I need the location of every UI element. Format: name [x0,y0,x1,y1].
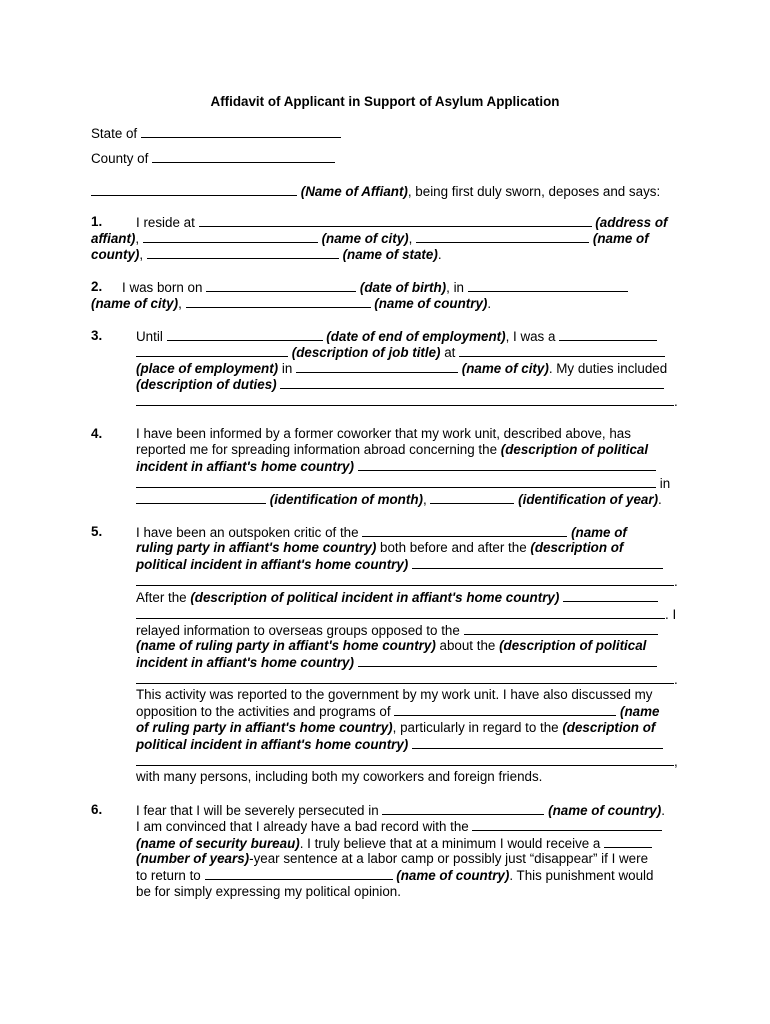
fear-text: I fear that I will be severely persecuted in [136,803,379,818]
p4-number: 4. [91,426,103,441]
period: . [674,394,678,409]
p5-line16: with many persons, including both my coworkers and foreign friends. [136,769,543,784]
intro-line [91,183,660,200]
p6-line6: be for simply expressing my political opinion. [136,884,401,899]
until-text: Until [136,329,163,344]
p5-line4 [136,573,678,590]
years-label: (number of years) [136,851,250,866]
end-date-blank[interactable] [167,328,323,341]
county-word-label: county) [91,247,140,262]
duties-text: . My duties included [548,361,668,376]
p2-number: 2. [91,279,103,294]
country-label: (name of country) [548,803,662,818]
p5-number: 5. [91,524,103,539]
comma: , [408,231,413,246]
incident-blank-4[interactable] [136,671,674,684]
believe-text: . I truly believe that at a minimum I would receive a [299,836,601,851]
duties-blank[interactable] [280,376,664,389]
p6-line3 [136,835,652,852]
county-label: County of [91,151,149,166]
after-the-text: After the [136,590,191,605]
p4-line2 [136,442,648,458]
p2-line2 [91,295,491,312]
incident-blank-2[interactable] [136,573,674,586]
incident-label: incident in affiant's home country) [136,459,354,474]
punishment-text: . This punishment would [509,868,654,883]
opposition-text: opposition to the activities and programs of [136,704,391,719]
year-label: (identification of year) [518,492,659,507]
p6-line1 [136,802,665,819]
p1-line2 [91,230,649,247]
employment-city-blank[interactable] [296,360,458,373]
p5-line14 [136,736,663,753]
p3-line4 [136,376,664,393]
birth-country-blank[interactable] [186,295,371,308]
incident-blank[interactable] [412,556,663,569]
p5-line5 [136,589,658,606]
address-of-label: (address of [595,215,668,230]
period: . [674,574,678,589]
county-blank[interactable] [152,150,335,163]
country-label: (name of country) [396,868,510,883]
political-incident-label: political incident in affiant's home country) [136,737,409,752]
security-label: (name of security bureau) [136,836,300,851]
opposition-blank[interactable] [394,703,616,716]
p3-line3 [136,360,667,377]
p4-line1: I have been informed by a former coworker that my work unit, described above, has [136,426,631,441]
place-label: (place of employment) [136,361,279,376]
p2-text: I was born on [122,280,203,295]
affiant-label: affiant) [91,231,136,246]
relayed-text: relayed information to overseas groups opposed to the [136,623,460,638]
particularly-text: , particularly in regard to the [392,720,563,735]
after-desc-label: (description of political incident in affiant's home country) [190,590,560,605]
about-the-text: about the [435,638,500,653]
political-desc-label: (description of political [500,442,649,457]
city-blank[interactable] [143,230,318,243]
p4-line4 [136,475,670,492]
p2-line1 [122,279,628,296]
incident-blank-6[interactable] [136,753,674,766]
description-label: (description of political [499,638,647,653]
p3-number: 3. [91,328,103,343]
p5-line6 [136,606,676,623]
incident-blank[interactable] [358,458,656,471]
period: . [487,296,492,311]
ruling-party-label: of ruling party in affiant's home country) [136,720,393,735]
name-of-affiant-label: (Name of Affiant) [300,184,408,199]
comma: , [139,247,144,262]
before-after-text: both before and after the [376,540,531,555]
security-blank[interactable] [472,818,662,831]
job-title-label: (description of job title) [291,345,441,360]
dot-i-text: . I [665,607,677,622]
years-blank[interactable] [604,835,652,848]
p1-line3 [91,246,442,263]
name-of-label: (name of [571,525,627,540]
ruling-party-label: (name of ruling party in affiant's home country) [136,638,436,653]
p5-line1 [136,524,627,541]
p6-line2 [136,818,662,835]
p3-line5 [136,393,678,410]
job-blank[interactable] [559,328,657,341]
birth-city-blank[interactable] [468,279,628,292]
at-text: at [440,345,456,360]
document-title: Affidavit of Applicant in Support of Asylum Application [210,94,560,109]
description-label: (description of [530,540,624,555]
city-label: (name of city) [461,361,549,376]
p4-line3 [136,458,656,475]
county-name-blank[interactable] [416,230,589,243]
p5-line2 [136,540,623,556]
p3-line2 [136,344,665,361]
state-blank[interactable] [141,125,341,138]
ruling-party-blank[interactable] [362,524,567,537]
p5-line10 [136,671,678,688]
period: . [658,492,662,507]
country-label: (name of country) [374,296,488,311]
was-a-text: , I was a [505,329,556,344]
labor-text: -year sentence at a labor camp or possibly just “disappear” if I were [249,851,649,866]
county-line [91,150,335,167]
name-of-label: (name of [592,231,649,246]
return-country-blank[interactable] [205,867,393,880]
p5-line15 [136,753,678,770]
city-label: (name of city) [91,296,179,311]
state-name-label: (name of state) [342,247,438,262]
p5-line8 [136,638,646,654]
comma: , [135,231,140,246]
relayed-blank[interactable] [464,622,658,635]
p5-line11: This activity was reported to the government by my work unit. I have also discussed my [136,687,653,702]
period: . [661,803,665,818]
month-label: (identification of month) [269,492,423,507]
p5-line7 [136,622,658,639]
period: . [437,247,442,262]
place-blank[interactable] [459,344,665,357]
incident-label: incident in affiant's home country) [136,655,354,670]
address-blank[interactable] [199,214,592,227]
duties-label: (description of duties) [136,377,277,392]
intro-text: , being first duly sworn, deposes and says: [407,184,661,199]
country-blank[interactable] [382,802,544,815]
state-label: State of [91,126,138,141]
p5-line12 [136,703,660,720]
description-label: (description of [562,720,656,735]
period: . [674,672,678,687]
p4-line5 [136,491,662,508]
p1-number: 1. [91,214,103,229]
p5-text: I have been an outspoken critic of the [136,525,359,540]
year-blank[interactable] [430,491,514,504]
city-label: (name of city) [321,231,409,246]
p1-line1 [136,214,667,231]
incident-blank-5[interactable] [412,736,663,749]
comma: , [674,754,678,769]
p1-text: I reside at [136,215,195,230]
convinced-text: I am convinced that I already have a bad record with the [136,819,469,834]
political-incident-label: political incident in affiant's home country) [136,557,409,572]
after-blank[interactable] [563,589,658,602]
p4-text: reported me for spreading information abroad concerning the [136,442,501,457]
p5-line3 [136,556,663,573]
p3-line1 [136,328,657,345]
comma: , [178,296,182,311]
ruling-party-label: ruling party in affiant's home country) [136,540,377,555]
return-text: to return to [136,868,201,883]
p6-line4 [136,851,648,867]
affiant-name-blank[interactable] [91,183,297,196]
in-text: in [278,361,293,376]
after-blank-2[interactable] [136,606,665,619]
state-line [91,125,341,142]
comma: , [422,492,427,507]
end-date-label: (date of end of employment) [326,329,506,344]
name-label: (name [620,704,660,719]
duties-blank-2[interactable] [136,393,674,406]
dob-blank[interactable] [206,279,356,292]
incident-blank-2[interactable] [136,475,656,488]
p6-line5 [136,867,653,884]
p2-in: , in [446,280,465,295]
in-text: in [659,476,671,491]
state-name-blank[interactable] [147,246,339,259]
job-title-blank[interactable] [136,344,288,357]
p6-number: 6. [91,802,103,817]
incident-blank-3[interactable] [358,654,657,667]
month-blank[interactable] [136,491,266,504]
p5-line9 [136,654,657,671]
dob-label: (date of birth) [359,280,447,295]
p5-line13 [136,720,655,736]
